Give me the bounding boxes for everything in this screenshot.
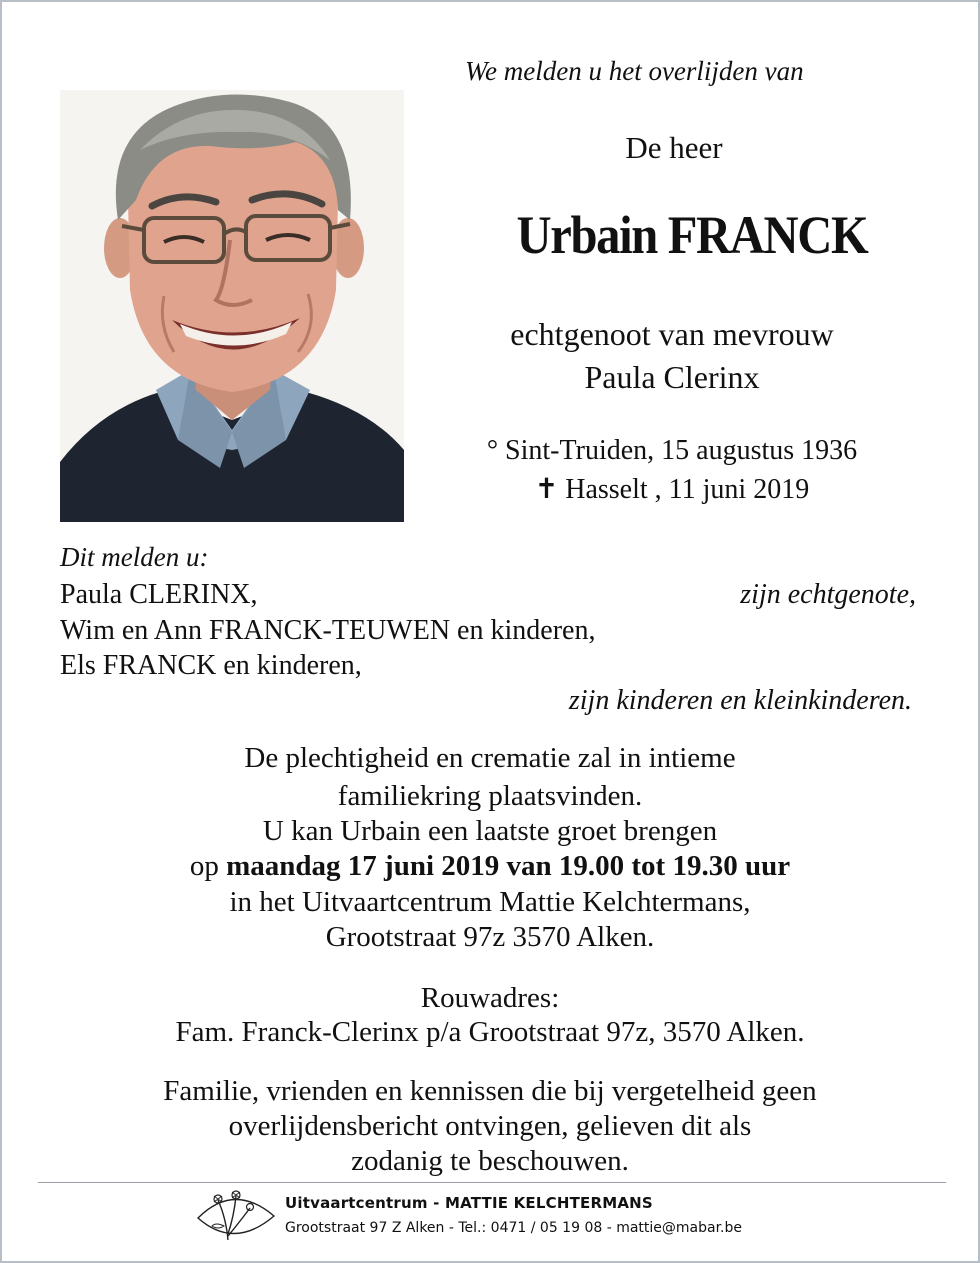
ceremony-line-1: De plechtigheid en crematie zal in intieme [244, 742, 736, 774]
announcers-heading: Dit melden u: [60, 542, 209, 572]
ceremony-line-5: in het Uitvaartcentrum Mattie Kelchtermans, [229, 886, 751, 918]
announcer-line-1: Paula CLERINX, [60, 579, 258, 610]
deceased-name: Urbain FRANCK [516, 205, 868, 265]
ceremony-date-prefix: op [189, 850, 219, 882]
intro-text: We melden u het overlijden van [465, 56, 804, 86]
footer-contact: Grootstraat 97 Z Alken - Tel.: 0471 / 05 19 08 - mattie@mabar.be [285, 1220, 743, 1236]
announcer-line-2: Wim en Ann FRANCK-TEUWEN en kinderen, [60, 615, 596, 646]
footer-divider [38, 1182, 946, 1183]
ceremony-line-3: U kan Urbain een laatste groet brengen [262, 815, 718, 847]
footer-company: Uitvaartcentrum - MATTIE KELCHTERMANS [285, 1194, 653, 1212]
ceremony-line-4 [2, 850, 978, 883]
salutation: De heer [625, 130, 723, 165]
ceremony-line-6: Grootstraat 97z 3570 Alken. [325, 921, 655, 953]
ceremony-line-2: familiekring plaatsvinden. [337, 780, 643, 812]
spouse-line-2: Paula Clerinx [584, 359, 760, 395]
address-line: Fam. Franck-Clerinx p/a Grootstraat 97z, 3570 Alken. [175, 1016, 805, 1048]
birth-info: ° Sint-Truiden, 15 augustus 1936 [486, 435, 858, 466]
notice-line-2: overlijdensbericht ontvingen, gelieven dit als [228, 1110, 752, 1142]
address-heading: Rouwadres: [420, 982, 560, 1014]
announcer-role-2: zijn kinderen en kleinkinderen. [568, 685, 912, 716]
death-info: ✝ Hasselt , 11 juni 2019 [534, 474, 810, 505]
ceremony-date: maandag 17 juni 2019 van 19.00 tot 19.30 uur [226, 850, 791, 882]
portrait-photo [60, 90, 404, 522]
notice-line-1: Familie, vrienden en kennissen die bij vergetelheid geen [163, 1075, 817, 1107]
flower-logo-icon [188, 1188, 280, 1244]
notice-line-3: zodanig te beschouwen. [351, 1145, 629, 1177]
announcer-role-1: zijn echtgenote, [740, 579, 916, 610]
spouse-line-1: echtgenoot van mevrouw [510, 316, 834, 352]
announcer-line-3: Els FRANCK en kinderen, [60, 650, 362, 681]
